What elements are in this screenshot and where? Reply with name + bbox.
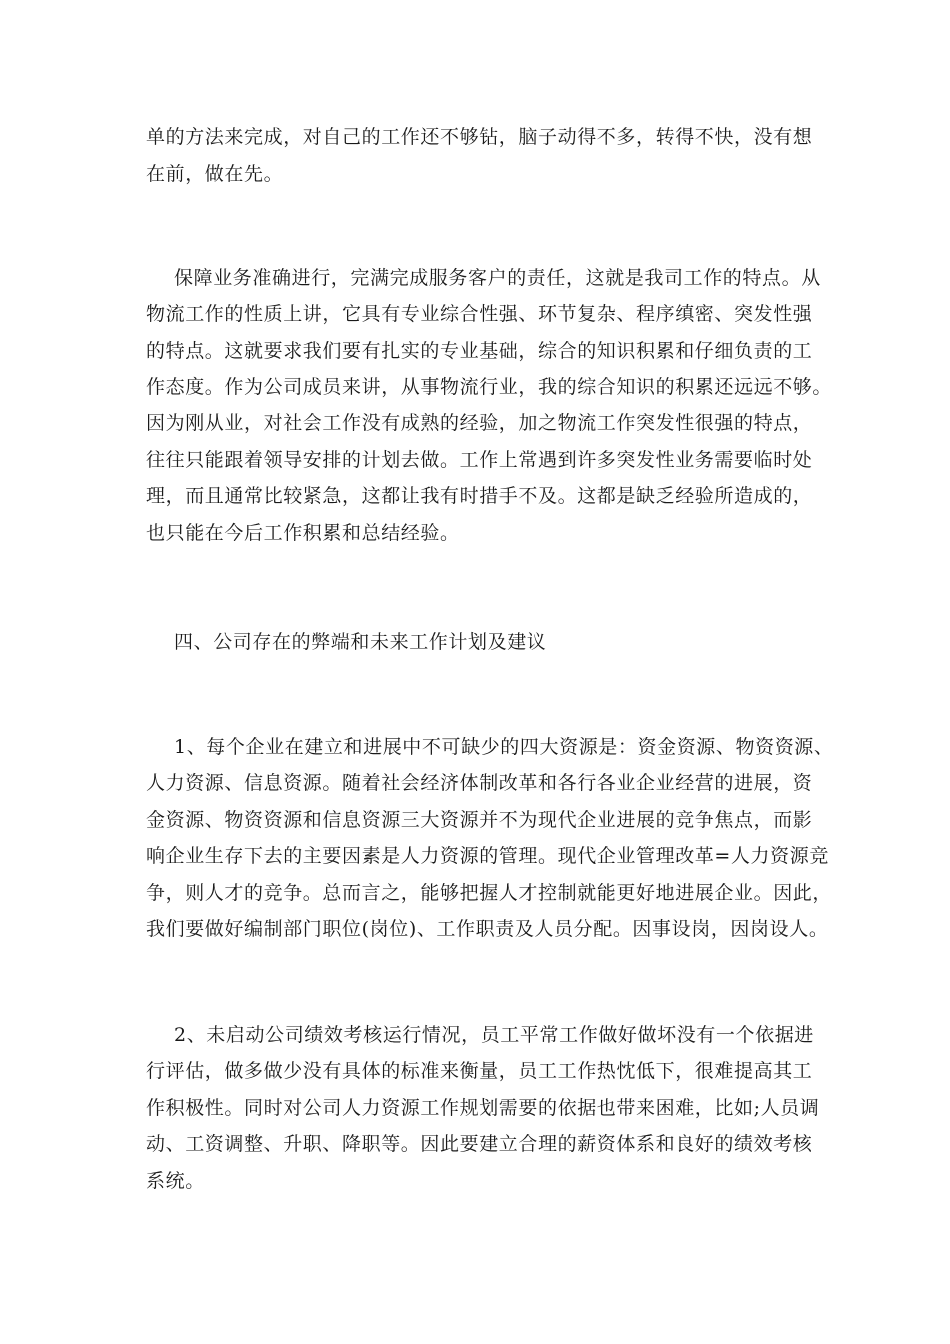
text-line: 物流工作的性质上讲，它具有专业综合性强、环节复杂、程序缜密、突发性强 — [146, 303, 813, 325]
text-line: 2、未启动公司绩效考核运行情况，员工平常工作做好做坏没有一个依据进 — [174, 1024, 814, 1046]
text-line: 单的方法来完成，对自己的工作还不够钻，脑子动得不多，转得不快，没有想 — [146, 126, 813, 148]
text-line: 动、工资调整、升职、降职等。因此要建立合理的薪资体系和良好的绩效考核 — [146, 1133, 813, 1155]
text-line: 我们要做好编制部门职位(岗位)、工作职责及人员分配。因事设岗，因岗设人。 — [146, 918, 829, 940]
section-heading: 四、公司存在的弊端和未来工作计划及建议 — [174, 631, 547, 653]
text-line: 系统。 — [146, 1170, 205, 1192]
text-line: 人力资源、信息资源。随着社会经济体制改革和各行各业企业经营的进展，资 — [146, 772, 813, 794]
text-line: 金资源、物资资源和信息资源三大资源并不为现代企业进展的竞争焦点，而影 — [146, 809, 813, 831]
text-line: 在前，做在先。 — [146, 163, 284, 185]
text-line: 响企业生存下去的主要因素是人力资源的管理。现代企业管理改革=人力资源竞 — [146, 845, 829, 867]
text-line: 争，则人才的竞争。总而言之，能够把握人才控制就能更好地进展企业。因此， — [146, 882, 833, 904]
text-line: 作积极性。同时对公司人力资源工作规划需要的依据也带来困难，比如;人员调 — [146, 1097, 820, 1119]
text-line: 作态度。作为公司成员来讲，从事物流行业，我的综合知识的积累还远远不够。 — [146, 376, 833, 398]
text-line: 因为刚从业，对社会工作没有成熟的经验，加之物流工作突发性很强的特点， — [146, 412, 813, 434]
text-line: 理，而且通常比较紧急，这都让我有时措手不及。这都是缺乏经验所造成的， — [146, 485, 813, 507]
text-line: 行评估，做多做少没有具体的标准来衡量，员工工作热忱低下，很难提高其工 — [146, 1060, 813, 1082]
text-line: 1、每个企业在建立和进展中不可缺少的四大资源是：资金资源、物资资源、 — [174, 736, 834, 758]
text-line: 保障业务准确进行，完满完成服务客户的责任，这就是我司工作的特点。从 — [174, 267, 821, 289]
text-line: 往往只能跟着领导安排的计划去做。工作上常遇到许多突发性业务需要临时处 — [146, 449, 813, 471]
text-line: 的特点。这就要求我们要有扎实的专业基础，综合的知识积累和仔细负责的工 — [146, 340, 813, 362]
text-line: 也只能在今后工作积累和总结经验。 — [146, 522, 460, 544]
